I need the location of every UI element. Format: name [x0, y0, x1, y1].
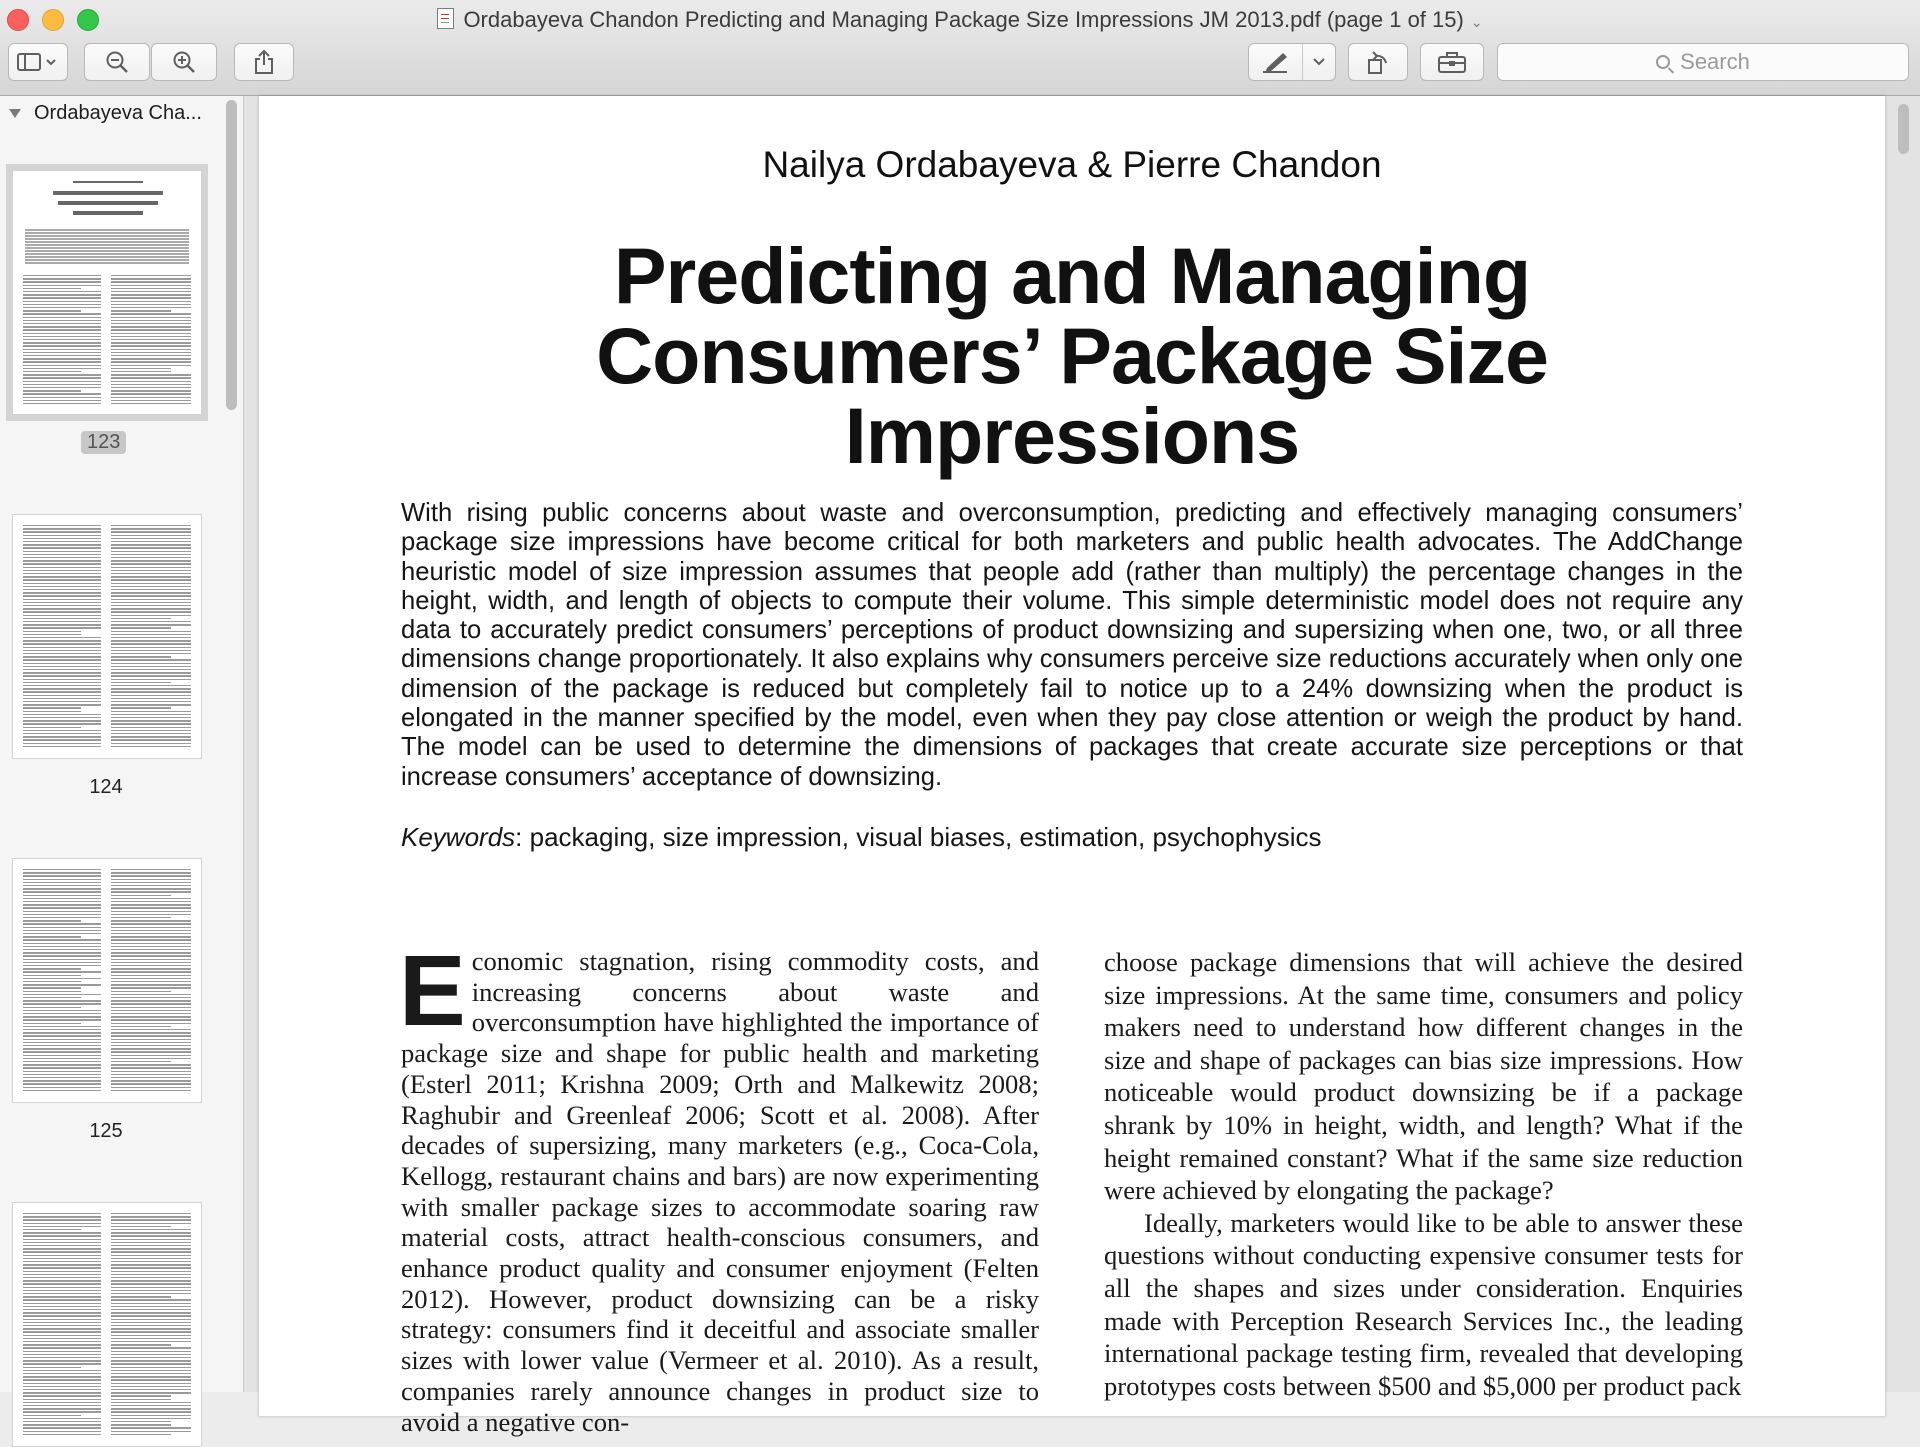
body-paragraph: choose package dimensions that will achieve the desired size impressions. At the same time, consumers and policy makers need to understand how different changes in the size and shape of packages can bias size impressions. How noticeable would product downsizing be if a package shrank by 10% in height, width, and length? What if the height remained constant? What if the same size reduction were achieved by elongating the package? — [1104, 947, 1743, 1206]
body-paragraph: Ideally, marketers would like to be able to answer these questions without conducting expensive consumer tests for all the shapes and sizes under consideration. Enquiries made with Perception Research Services Inc., the leading international package testing firm, revealed that developing prototypes costs between $500 and $5,000 per product pack — [1104, 1207, 1743, 1401]
page-number-label: 124 — [89, 776, 123, 798]
zoom-in-icon — [172, 50, 196, 74]
body-column-left — [399, 935, 1039, 1437]
document-view[interactable] — [244, 96, 1920, 1437]
page-number-label: 125 — [89, 1120, 123, 1142]
toolbox-icon — [1437, 50, 1467, 74]
markup-toolbar-button[interactable] — [1420, 43, 1484, 81]
zoom-in-button[interactable] — [151, 43, 217, 81]
body-paragraph: conomic stagnation, rising commodity costs, and increasing concerns about waste and overconsumption have highlighted the importance of package size and shape for public health and marketing (Esterl 2011; Krishna 2009; Orth and Malkewitz 2008; Raghubir and Greenleaf 2006; Scott et al. 2008). After decades of supersizing, many marketers (e.g., Coca-Cola, Kellogg, restaurant chains and bars) are now experimenting with smaller package sizes to accommodate soaring raw material costs, attract health-conscious consumers, and enhance product quality and consumer enjoyment (Felten 2012). However, product downsizing can be a risky strategy: consumers find it deceitful and associate smaller sizes with lower value (Vermeer et al. 2010). As a result, companies rarely announce changes in product size to avoid a negative con- — [401, 946, 1039, 1437]
keywords-label: Keywords — [401, 822, 516, 852]
page-number-label: 123 — [81, 431, 126, 454]
zoom-out-icon — [105, 50, 129, 74]
rotate-button[interactable] — [1348, 43, 1408, 81]
sidebar-icon — [17, 52, 59, 72]
window-title[interactable] — [0, 7, 1920, 33]
window-title-text: Ordabayeva Chandon Predicting and Managing Package Size Impressions JM 2013.pdf (page 1 of 15) — [463, 7, 1464, 32]
paper-keywords — [401, 822, 1743, 853]
pdf-page — [259, 96, 1885, 1437]
markup-menu-button[interactable] — [1302, 43, 1336, 81]
paper-title-line: Predicting and Managing — [613, 231, 1531, 320]
chevron-down-icon[interactable]: ⌄ — [1470, 14, 1483, 30]
zoom-out-button[interactable] — [84, 43, 150, 81]
body-column-right — [1104, 946, 1743, 1402]
thumbnail-sidebar[interactable] — [0, 96, 244, 1392]
sidebar-document-header[interactable] — [0, 96, 244, 132]
search-field[interactable] — [1497, 43, 1909, 81]
search-icon — [1656, 55, 1670, 69]
page-thumbnail-123[interactable] — [12, 170, 202, 415]
chevron-down-icon — [1312, 57, 1326, 67]
document-scrollbar[interactable] — [1898, 104, 1909, 154]
sidebar-scrollbar[interactable] — [226, 100, 237, 410]
paper-title-line: Consumers’ Package Size — [596, 311, 1548, 400]
paper-authors: Nailya Ordabayeva & Pierre Chandon — [762, 144, 1382, 185]
sidebar-document-label: Ordabayeva Cha... — [34, 102, 202, 124]
search-placeholder: Search — [1680, 49, 1750, 74]
window-titlebar — [0, 0, 1920, 96]
share-icon — [253, 49, 275, 75]
page-thumbnail-125[interactable] — [12, 858, 202, 1103]
pdf-document-icon — [437, 8, 454, 29]
paper-title-line: Impressions — [844, 391, 1300, 480]
page-thumbnail-126[interactable] — [12, 1202, 202, 1447]
drop-cap: E — [399, 935, 466, 1047]
paper-abstract: With rising public concerns about waste and overconsumption, predicting and effectively managing consumers’ package size impressions have become critical for both marketers and public health advocates. The AddChange heuristic model of size impression assumes that people add (rather than multiply) the percentage changes in the height, width, and length of objects to compute their volume. This simple deterministic model does not require any data to accurately predict consumers’ perceptions of product downsizing and supersizing when one, two, or all three dimensions change proportionately. It also explains why consumers perceive size reductions accurately when only one dimension of the package is reduced but completely fail to notice up to a 24% downsizing when the product is elongated in the manner specified by the model, even when they pay close attention or weigh the product by hand. The model can be used to determine the dimensions of packages that create accurate size perceptions or that increase consumers’ acceptance of downsizing. — [401, 499, 1743, 791]
page-thumbnail-124[interactable] — [12, 514, 202, 759]
disclosure-triangle-icon[interactable] — [9, 109, 21, 118]
rotate-icon — [1365, 49, 1391, 75]
sidebar-toggle-button[interactable] — [8, 43, 68, 81]
keywords-list: : packaging, size impression, visual biases, estimation, psychophysics — [515, 822, 1322, 852]
paper-title — [259, 231, 1885, 480]
pen-icon — [1261, 50, 1291, 74]
share-button[interactable] — [234, 43, 294, 81]
